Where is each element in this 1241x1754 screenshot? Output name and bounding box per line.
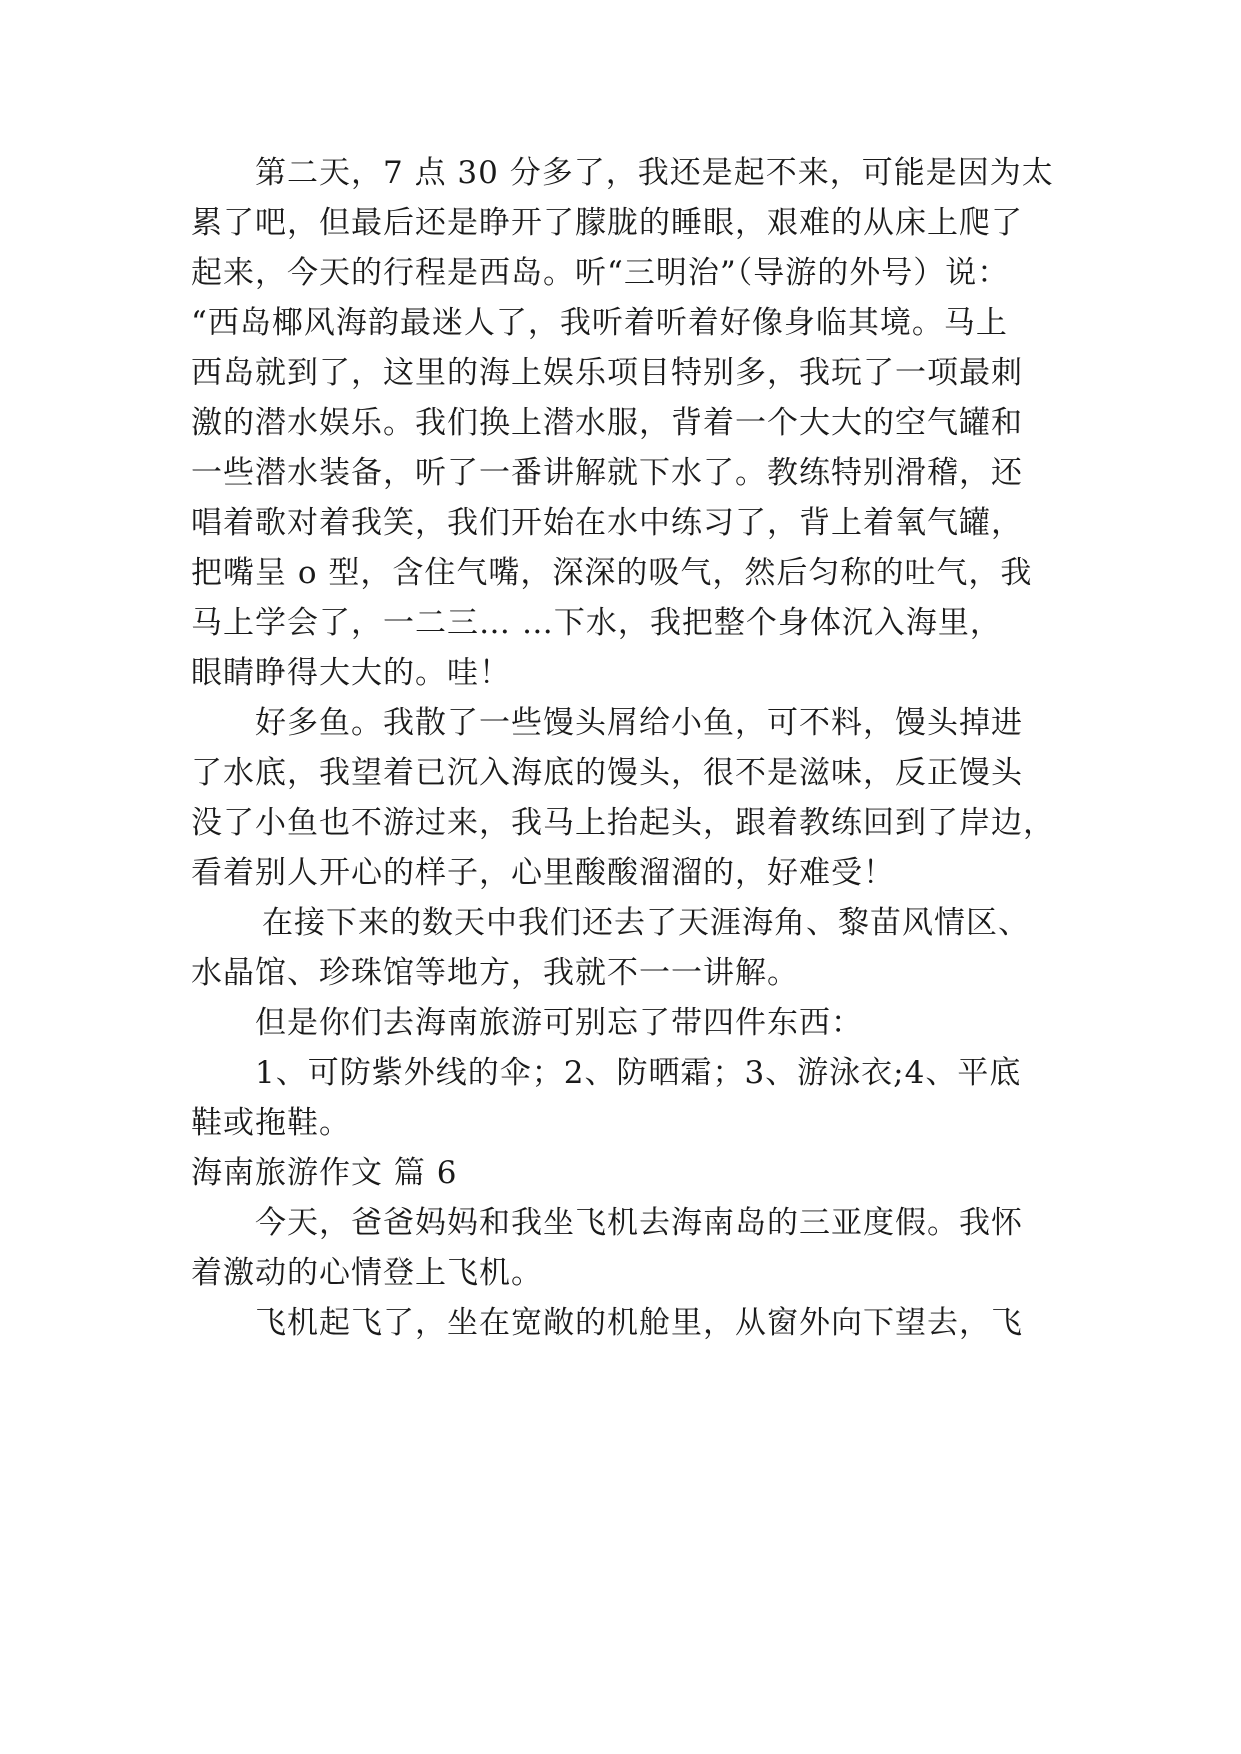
text-line: 没了小鱼也不游过来，我马上抬起头，跟着教练回到了岸边，: [191, 805, 1055, 841]
section-heading: 海南旅游作文 篇 6: [191, 1155, 458, 1191]
text-line: 但是你们去海南旅游可别忘了带四件东西：: [255, 1005, 863, 1041]
text-line: 第二天，7 点 30 分多了，我还是起不来，可能是因为太: [255, 155, 1054, 191]
text-line: 眼睛睁得大大的。哇！: [191, 655, 511, 691]
text-line: 看着别人开心的样子，心里酸酸溜溜的，好难受！: [191, 855, 895, 891]
text-line: 了水底，我望着已沉入海底的馒头，很不是滋味，反正馒头: [191, 755, 1023, 791]
text-line: 马上学会了，一二三… …下水，我把整个身体沉入海里，: [191, 605, 1002, 641]
text-line: 把嘴呈 o 型，含住气嘴，深深的吸气，然后匀称的吐气，我: [191, 555, 1033, 591]
text-line: 着激动的心情登上飞机。: [191, 1255, 543, 1291]
text-line: 1、可防紫外线的伞；2、防晒霜；3、游泳衣;4、平底: [255, 1055, 1022, 1091]
text-line: 一些潜水装备，听了一番讲解就下水了。教练特别滑稽，还: [191, 455, 1023, 491]
text-line: 在接下来的数天中我们还去了天涯海角、黎苗风情区、: [262, 905, 1030, 941]
text-line: 飞机起飞了，坐在宽敞的机舱里，从窗外向下望去，飞: [255, 1305, 1023, 1341]
text-line: 累了吧，但最后还是睁开了朦胧的睡眼，艰难的从床上爬了: [191, 205, 1023, 241]
text-line: 鞋或拖鞋。: [191, 1105, 351, 1141]
text-line: 激的潜水娱乐。我们换上潜水服，背着一个大大的空气罐和: [191, 405, 1023, 441]
text-line: 西岛就到了，这里的海上娱乐项目特别多，我玩了一项最刺: [191, 355, 1023, 391]
text-line: 今天，爸爸妈妈和我坐飞机去海南岛的三亚度假。我怀: [255, 1205, 1023, 1241]
text-line: 唱着歌对着我笑，我们开始在水中练习了，背上着氧气罐，: [191, 505, 1023, 541]
text-line: 水晶馆、珍珠馆等地方，我就不一一讲解。: [191, 955, 799, 991]
text-line: “西岛椰风海韵最迷人了，我听着听着好像身临其境。马上: [191, 305, 1008, 341]
text-line: 好多鱼。我散了一些馒头屑给小鱼，可不料，馒头掉进: [255, 705, 1023, 741]
text-line: 起来，今天的行程是西岛。听“三明治”（导游的外号）说：: [191, 255, 1010, 291]
